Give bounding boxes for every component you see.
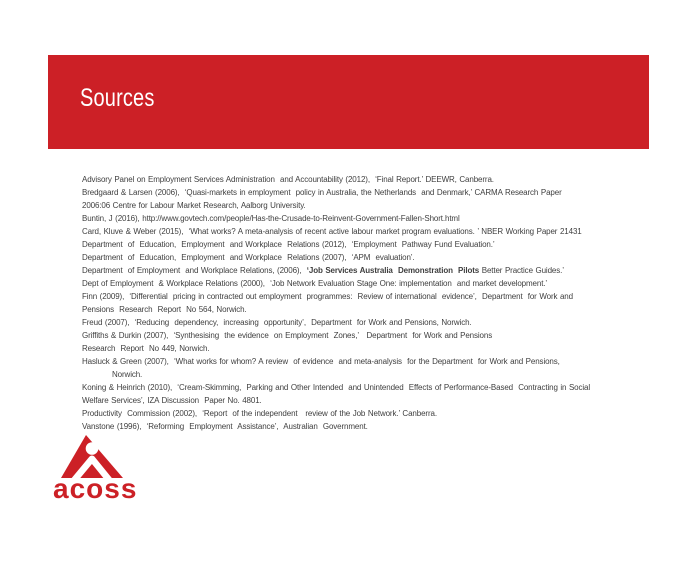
reference-text: Freud (2007), ‘Reducing dependency, increasing opportunity’, Department for Work and Pensions, Norwich. xyxy=(82,318,472,327)
reference-line xyxy=(82,303,627,316)
reference-line xyxy=(82,316,627,329)
reference-text: Pensions Research Report No 564, Norwich. xyxy=(82,305,247,314)
reference-text: Department of Education, Employment and Workplace Relations (2012), ‘Employment Pathway Fund Evaluation.’ xyxy=(82,240,495,249)
reference-text: Buntin, J (2016), http://www.govtech.com/people/Has-the-Crusade-to-Reinvent-Government-Fallen-Short.html xyxy=(82,214,460,223)
logo-head xyxy=(86,442,99,455)
reference-line xyxy=(82,368,627,381)
reference-text: Department of Employment and Workplace Relations, (2006), xyxy=(82,266,307,275)
reference-text: Griffiths & Durkin (2007), ‘Synthesising the evidence on Employment Zones,’ Department for Work and Pensions xyxy=(82,331,493,340)
reference-text: Finn (2009), ‘Differential pricing in contracted out employment programmes: Review of international evidence’, Department for Work and xyxy=(82,292,573,301)
reference-text: Card, Kluve & Weber (2015), ‘What works? A meta-analysis of recent active labour market program evaluations. ’ NBER Working Paper 21431 xyxy=(82,227,582,236)
reference-line xyxy=(82,407,627,420)
acoss-logo xyxy=(53,434,138,504)
reference-line xyxy=(82,264,627,277)
references-list xyxy=(82,173,627,433)
reference-line xyxy=(82,329,627,342)
reference-line xyxy=(82,199,627,212)
reference-text: Productivity Commission (2002), ‘Report of the independent review of the Job Network.’ Canberra. xyxy=(82,409,437,418)
reference-line xyxy=(82,225,627,238)
page-title: Sources xyxy=(80,84,155,112)
reference-text: Advisory Panel on Employment Services Administration and Accountability (2012), ‘Final Report.’ DEEWR, Canberra. xyxy=(82,175,494,184)
reference-line xyxy=(82,186,627,199)
reference-line xyxy=(82,277,627,290)
acoss-triangle-person-icon xyxy=(61,435,123,478)
reference-text: Dept of Employment & Workplace Relations (2000), ‘Job Network Evaluation Stage One: implementation and market development.’ xyxy=(82,279,548,288)
reference-line xyxy=(82,355,627,368)
reference-text: 2006:06 Centre for Labour Market Research, Aalborg University. xyxy=(82,201,306,210)
title-banner xyxy=(48,55,649,149)
reference-text: Bredgaard & Larsen (2006), ‘Quasi-markets in employment policy in Australia, the Netherlands and Denmark,’ CARMA Research Paper xyxy=(82,188,562,197)
reference-text: Norwich. xyxy=(112,370,143,379)
reference-text: Research Report No 449, Norwich. xyxy=(82,344,210,353)
reference-text: Koning & Heinrich (2010), ‘Cream-Skimming, Parking and Other Intended and Unintended Effects of Performance-Based Contracting in Social xyxy=(82,383,591,392)
reference-line xyxy=(82,251,627,264)
reference-bold-text: ‘Job Services Australia Demonstration Pilots xyxy=(306,266,480,275)
reference-line xyxy=(82,394,627,407)
reference-line xyxy=(82,381,627,394)
reference-line xyxy=(82,212,627,225)
reference-text: Department of Education, Employment and Workplace Relations (2007), ‘APM evaluation’. xyxy=(82,253,415,262)
reference-text: Better Practice Guides.’ xyxy=(479,266,564,275)
reference-line xyxy=(82,290,627,303)
reference-line xyxy=(82,238,627,251)
reference-text: Vanstone (1996), ‘Reforming Employment Assistance’, Australian Government. xyxy=(82,422,368,431)
reference-line xyxy=(82,342,627,355)
reference-text: Welfare Services’, IZA Discussion Paper No. 4801. xyxy=(82,396,262,405)
reference-line xyxy=(82,173,627,186)
acoss-logo-text: acoss xyxy=(53,473,138,504)
reference-line xyxy=(82,420,627,433)
reference-text: Hasluck & Green (2007), ‘What works for whom? A review of evidence and meta-analysis for the Department for Work and Pensions, xyxy=(82,357,560,366)
